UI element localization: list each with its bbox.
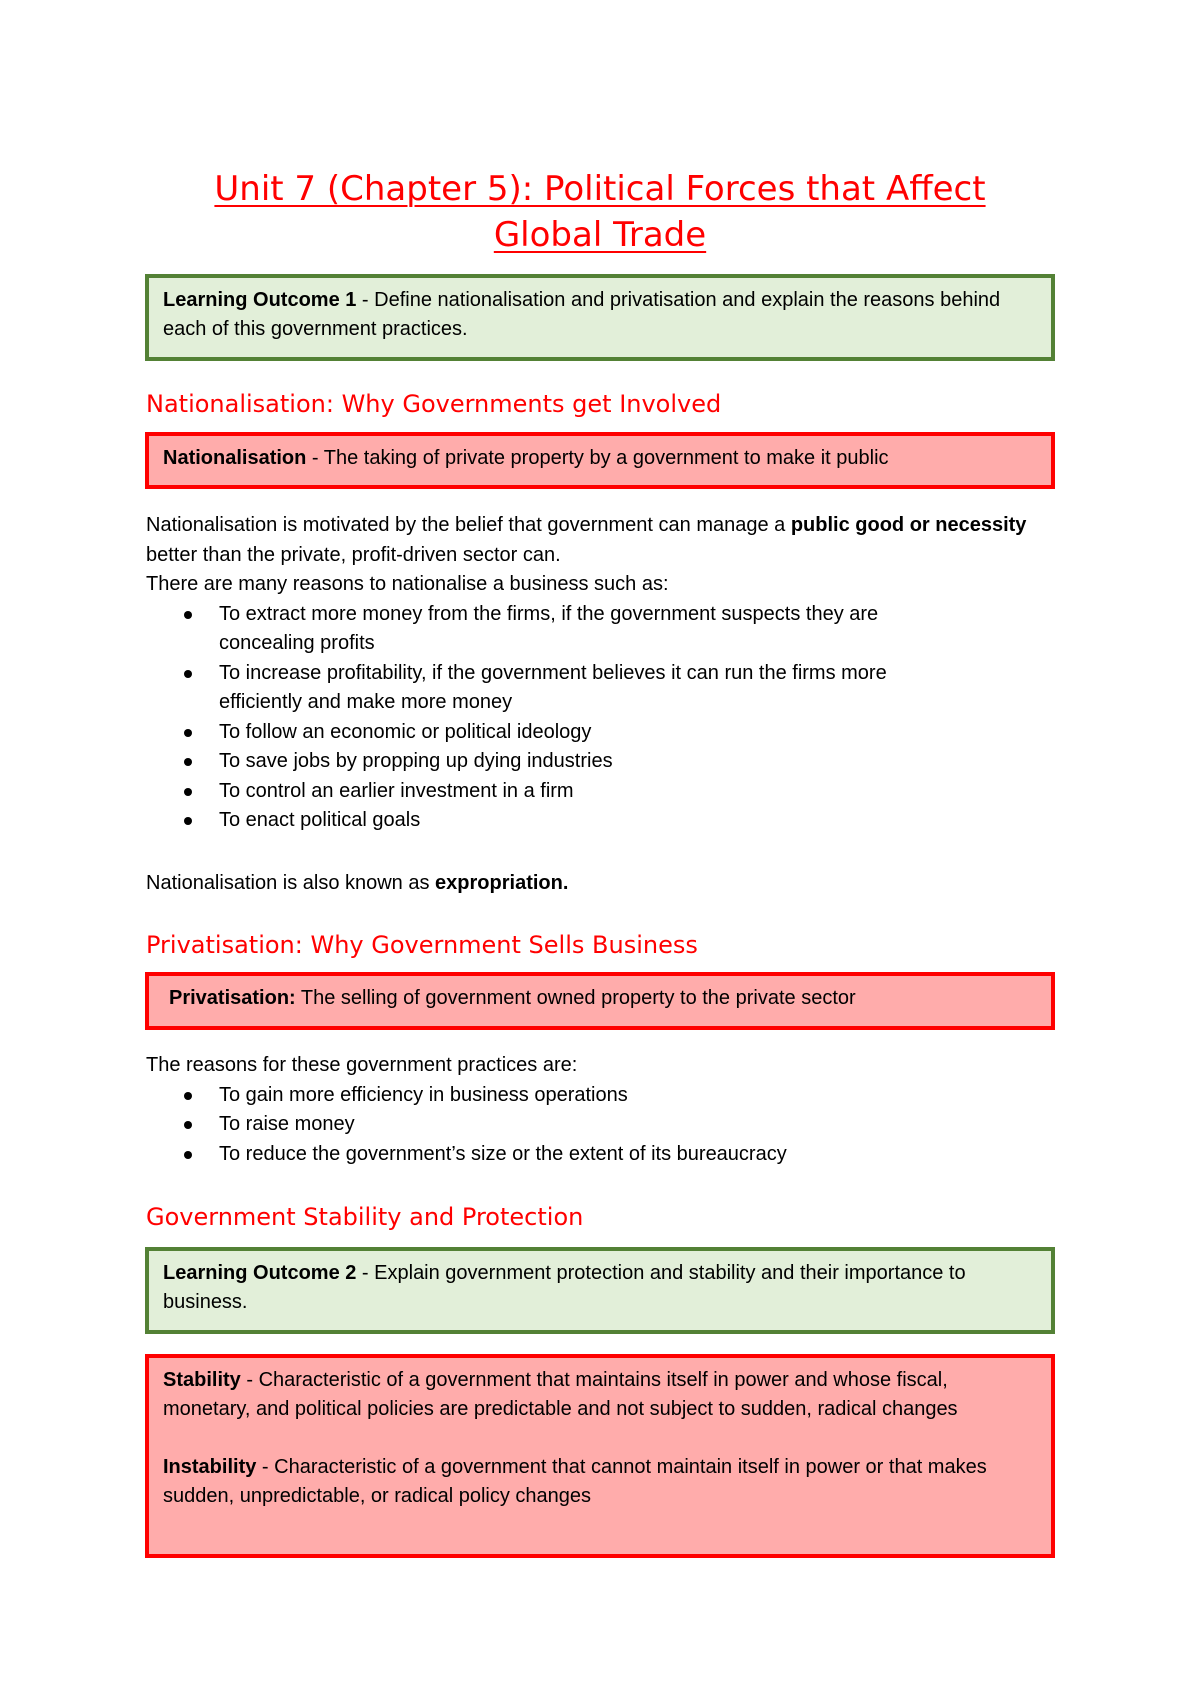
list-item-text: To reduce the government’s size or the extent of its bureaucracy xyxy=(219,1142,787,1165)
learning-outcome-1-label: Learning Outcome 1 xyxy=(163,289,357,311)
list-item-text: To raise money xyxy=(219,1113,355,1135)
learning-outcome-2-label: Learning Outcome 2 xyxy=(163,1262,357,1284)
list-item xyxy=(146,747,939,777)
learning-outcome-1-box xyxy=(145,274,1055,361)
list-item-text: To control an earlier investment in a firm xyxy=(219,779,574,802)
nationalisation-definition-separator: - xyxy=(306,447,324,469)
privatisation-definition-box xyxy=(145,972,1055,1030)
bullet-icon xyxy=(184,1092,192,1100)
page-title-line-2: Global Trade xyxy=(493,215,707,255)
learning-outcome-1-text: Define nationalisation and privatisation and explain the reasons behind each of this government practices. xyxy=(163,289,1001,340)
list-item xyxy=(146,718,939,748)
stability-heading: Government Stability and Protection xyxy=(146,1203,584,1231)
stability-definition xyxy=(163,1366,1037,1424)
nationalisation-definition-text: The taking of private property by a government to make it public xyxy=(323,447,889,469)
nationalisation-intro xyxy=(146,511,1046,570)
privatisation-body xyxy=(146,1051,1046,1169)
list-item xyxy=(146,1140,939,1170)
stability-definitions-box xyxy=(145,1354,1055,1558)
list-item xyxy=(146,777,939,807)
nationalisation-reasons-intro: There are many reasons to nationalise a business such as: xyxy=(146,573,669,595)
nationalisation-intro-after: better than the private, profit-driven sector can. xyxy=(146,543,561,566)
stability-text: Characteristic of a government that maintains itself in power and whose fiscal, monetary, and political policies are predictable and not subject to sudden, radical changes xyxy=(163,1369,958,1420)
bullet-icon xyxy=(184,1121,192,1129)
nationalisation-term: Nationalisation xyxy=(163,447,307,469)
privatisation-reasons-list xyxy=(146,1081,1046,1170)
page-title xyxy=(150,166,1050,258)
bullet-icon xyxy=(184,670,192,678)
list-item-text: To gain more efficiency in business operations xyxy=(219,1083,628,1106)
nationalisation-aka-before: Nationalisation is also known as xyxy=(146,872,436,894)
nationalisation-intro-before: Nationalisation is motivated by the belief that government can manage a xyxy=(146,514,791,536)
instability-separator: - xyxy=(256,1456,275,1478)
learning-outcome-2-text: Explain government protection and stability and their importance to business. xyxy=(163,1262,966,1313)
instability-text: Characteristic of a government that cannot maintain itself in power or that makes sudden, unpredictable, or radical policy changes xyxy=(163,1456,987,1507)
bullet-icon xyxy=(184,729,192,737)
list-item-text: To increase profitability, if the government believes it can run the firms more efficiently and make more money xyxy=(219,661,887,713)
list-item xyxy=(146,659,939,718)
stability-term: Stability xyxy=(163,1369,241,1391)
bullet-icon xyxy=(184,1151,192,1159)
privatisation-term: Privatisation: xyxy=(169,987,296,1009)
definition-spacer xyxy=(163,1424,1037,1453)
list-item-text: To follow an economic or political ideology xyxy=(219,720,592,743)
nationalisation-aka xyxy=(146,869,1046,899)
list-item xyxy=(146,1110,939,1140)
learning-outcome-2-separator: - xyxy=(356,1262,375,1284)
learning-outcome-2-box xyxy=(145,1247,1055,1334)
nationalisation-definition-box xyxy=(145,432,1055,489)
list-item xyxy=(146,1081,939,1111)
page-title-line-1: Unit 7 (Chapter 5): Political Forces that Affect xyxy=(214,169,986,209)
nationalisation-heading: Nationalisation: Why Governments get Involved xyxy=(146,390,722,418)
bullet-icon xyxy=(184,611,192,619)
bullet-icon xyxy=(184,788,192,796)
nationalisation-aka-bold: expropriation. xyxy=(435,872,569,894)
nationalisation-body xyxy=(146,511,1046,836)
bullet-icon xyxy=(184,817,192,825)
bullet-icon xyxy=(184,758,192,766)
learning-outcome-1-separator: - xyxy=(356,289,375,311)
privatisation-reasons-intro: The reasons for these government practices are: xyxy=(146,1054,578,1076)
list-item-text: To enact political goals xyxy=(219,809,421,831)
privatisation-definition-text: The selling of government owned property to the private sector xyxy=(300,987,856,1009)
privatisation-heading: Privatisation: Why Government Sells Business xyxy=(146,931,698,959)
instability-term: Instability xyxy=(163,1456,257,1478)
list-item xyxy=(146,600,939,659)
list-item xyxy=(146,806,939,836)
list-item-text: To extract more money from the firms, if the government suspects they are concealing profits xyxy=(219,602,879,654)
nationalisation-intro-bold: public good or necessity xyxy=(790,514,1027,536)
nationalisation-reasons-list xyxy=(146,600,1046,836)
stability-separator: - xyxy=(240,1369,259,1391)
list-item-text: To save jobs by propping up dying industries xyxy=(219,750,613,772)
instability-definition xyxy=(163,1453,1037,1511)
